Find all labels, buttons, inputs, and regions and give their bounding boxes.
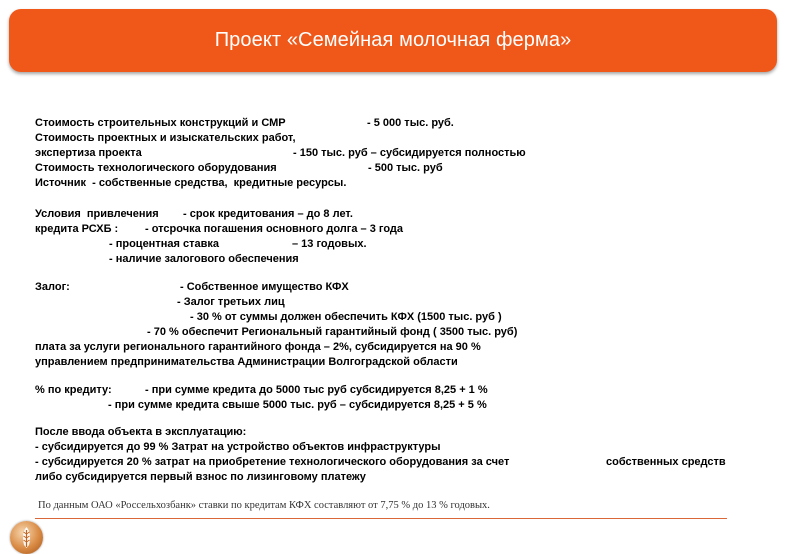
cost-construction-label: Стоимость строительных конструкций и СМР (35, 117, 286, 129)
cost-equipment-label: Стоимость технологического оборудования (35, 162, 277, 174)
pledge-label: Залог: (35, 281, 70, 293)
pledge-own: - Собственное имущество КФХ (180, 281, 349, 293)
cost-equipment-value: - 500 тыс. руб (368, 162, 443, 174)
pledge-70: - 70 % обеспечит Региональный гарантийный фонд ( 3500 тыс. руб) (147, 326, 518, 338)
cost-design-label: Стоимость проектных и изыскательских работ, (35, 132, 296, 144)
pledge-third: - Залог третьих лиц (177, 296, 285, 308)
credit-above: - при сумме кредита свыше 5000 тыс. руб – субсидируется 8,25 + 5 % (108, 399, 487, 411)
fee-line-2: управлением предпринимательства Администрации Волгоградской области (35, 356, 458, 368)
expertise-value: - 150 тыс. руб – субсидируется полностью (293, 147, 526, 159)
source-text: Источник - собственные средства, кредитные ресурсы. (35, 177, 347, 189)
rate-label: - процентная ставка (109, 238, 219, 250)
pledge-30: - 30 % от суммы должен обеспечить КФХ (1500 тыс. руб ) (190, 311, 502, 323)
footnote: По данным ОАО «Россельхозбанк» ставки по кредитам КФХ составляют от 7,75 % до 13 % годовых. (38, 500, 490, 511)
conditions-label: Условия привлечения (35, 208, 159, 220)
bank-label: кредита РСХБ : (35, 223, 119, 235)
conditions-term: - срок кредитования – до 8 лет. (183, 208, 353, 220)
rate-value: – 13 годовых. (292, 238, 367, 250)
after-99: - субсидируется до 99 % Затрат на устройство объектов инфраструктуры (35, 441, 441, 453)
divider (35, 518, 727, 519)
after-20-tail: собственных средств (606, 456, 726, 468)
collateral-required: - наличие залогового обеспечения (109, 253, 299, 265)
page-title: Проект «Семейная молочная ферма» (214, 29, 572, 51)
after-leasing: либо субсидируется первый взнос по лизинговому платежу (35, 471, 366, 483)
credit-label: % по кредиту: (35, 384, 112, 396)
bank-deferral: - отсрочка погашения основного долга – 3 года (145, 223, 404, 235)
after-title: После ввода объекта в эксплуатацию: (35, 426, 247, 438)
wheat-emblem-icon (10, 521, 43, 554)
credit-up-to: - при сумме кредита до 5000 тыс руб субсидируется 8,25 + 1 % (145, 384, 488, 396)
fee-line-1: плата за услуги регионального гарантийного фонда – 2%, субсидируется на 90 % (35, 341, 481, 353)
after-20: - субсидируется 20 % затрат на приобретение технологического оборудования за счет (35, 456, 510, 468)
title-banner (9, 9, 777, 72)
cost-construction-value: - 5 000 тыс. руб. (367, 117, 454, 129)
expertise-label: экспертиза проекта (35, 147, 142, 159)
